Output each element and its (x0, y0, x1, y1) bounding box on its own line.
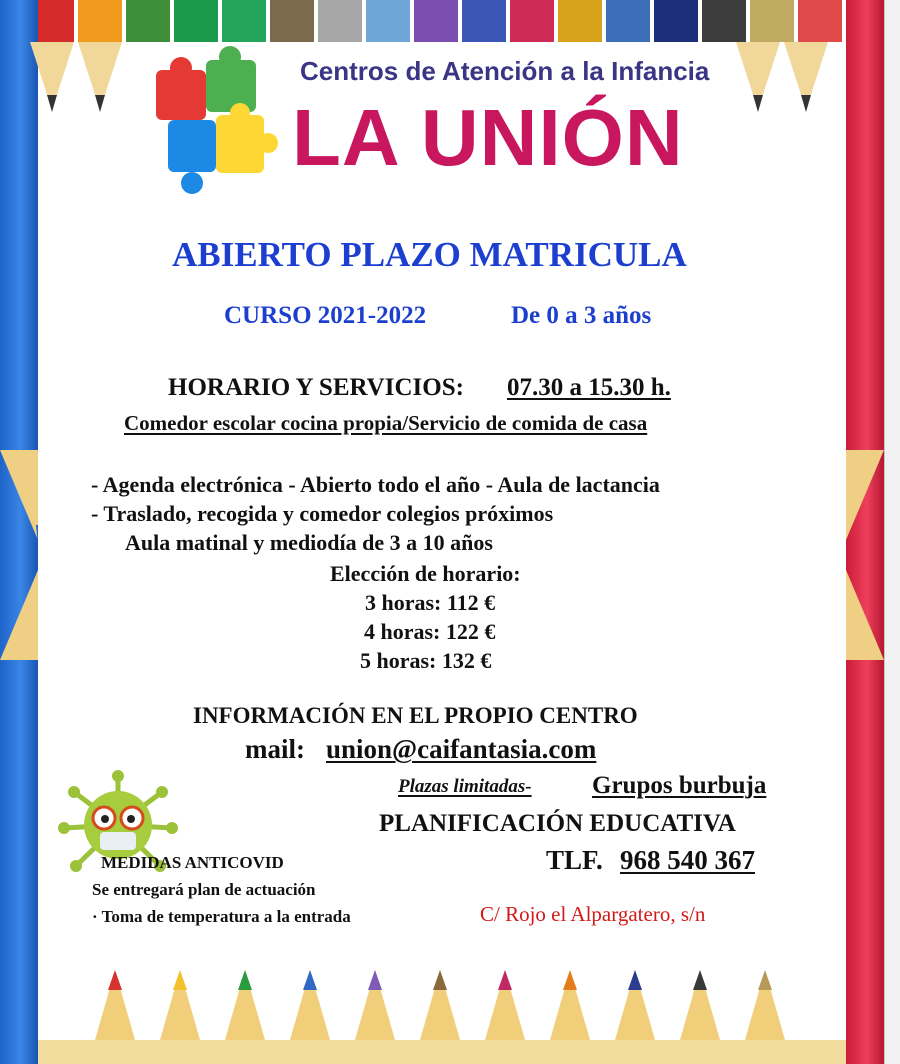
address: C/ Rojo el Alpargatero, s/n (480, 902, 706, 926)
price-5-hours: 5 horas: 132 € (360, 648, 492, 673)
headline: ABIERTO PLAZO MATRICULA (172, 235, 687, 274)
course-label: CURSO 2021-2022 (224, 302, 427, 329)
dining-info: Comedor escolar cocina propia/Servicio de comida de casa (124, 411, 648, 435)
covid-line-2: · Toma de temperatura a la entrada (92, 907, 351, 926)
covid-title: MEDIDAS ANTICOVID (101, 853, 284, 872)
covid-line-1: Se entregará plan de actuación (92, 880, 316, 899)
age-range: De 0 a 3 años (511, 302, 652, 329)
price-3-hours: 3 horas: 112 € (365, 590, 496, 615)
stray-dash: - (58, 414, 64, 431)
browser-side-strip (884, 0, 900, 1064)
phone-label: TLF. (546, 845, 603, 875)
limited-places: Plazas limitadas- (398, 776, 532, 797)
schedule-label: HORARIO Y SERVICIOS: (168, 374, 464, 401)
header-title: LA UNIÓN (292, 93, 684, 182)
schedule-choice-label: Elección de horario: (330, 561, 521, 586)
price-4-hours: 4 horas: 122 € (364, 619, 496, 644)
services-line-3: Aula matinal y mediodía de 3 a 10 años (125, 530, 493, 555)
phone-number[interactable]: 968 540 367 (620, 845, 755, 875)
services-line-1: - Agenda electrónica - Abierto todo el año - Aula de lactancia (91, 472, 660, 497)
mail-label: mail: (245, 734, 305, 764)
puzzle-logo-icon (148, 35, 278, 225)
info-center: INFORMACIÓN EN EL PROPIO CENTRO (193, 703, 638, 728)
email-link[interactable]: union@caifantasia.com (326, 734, 597, 764)
schedule-hours: 07.30 a 15.30 h. (507, 374, 671, 401)
services-line-2: - Traslado, recogida y comedor colegios próximos (91, 501, 554, 526)
educational-planning: PLANIFICACIÓN EDUCATIVA (379, 810, 736, 837)
header-subtitle: Centros de Atención a la Infancia (300, 56, 710, 86)
bubble-groups: Grupos burbuja (592, 772, 767, 799)
